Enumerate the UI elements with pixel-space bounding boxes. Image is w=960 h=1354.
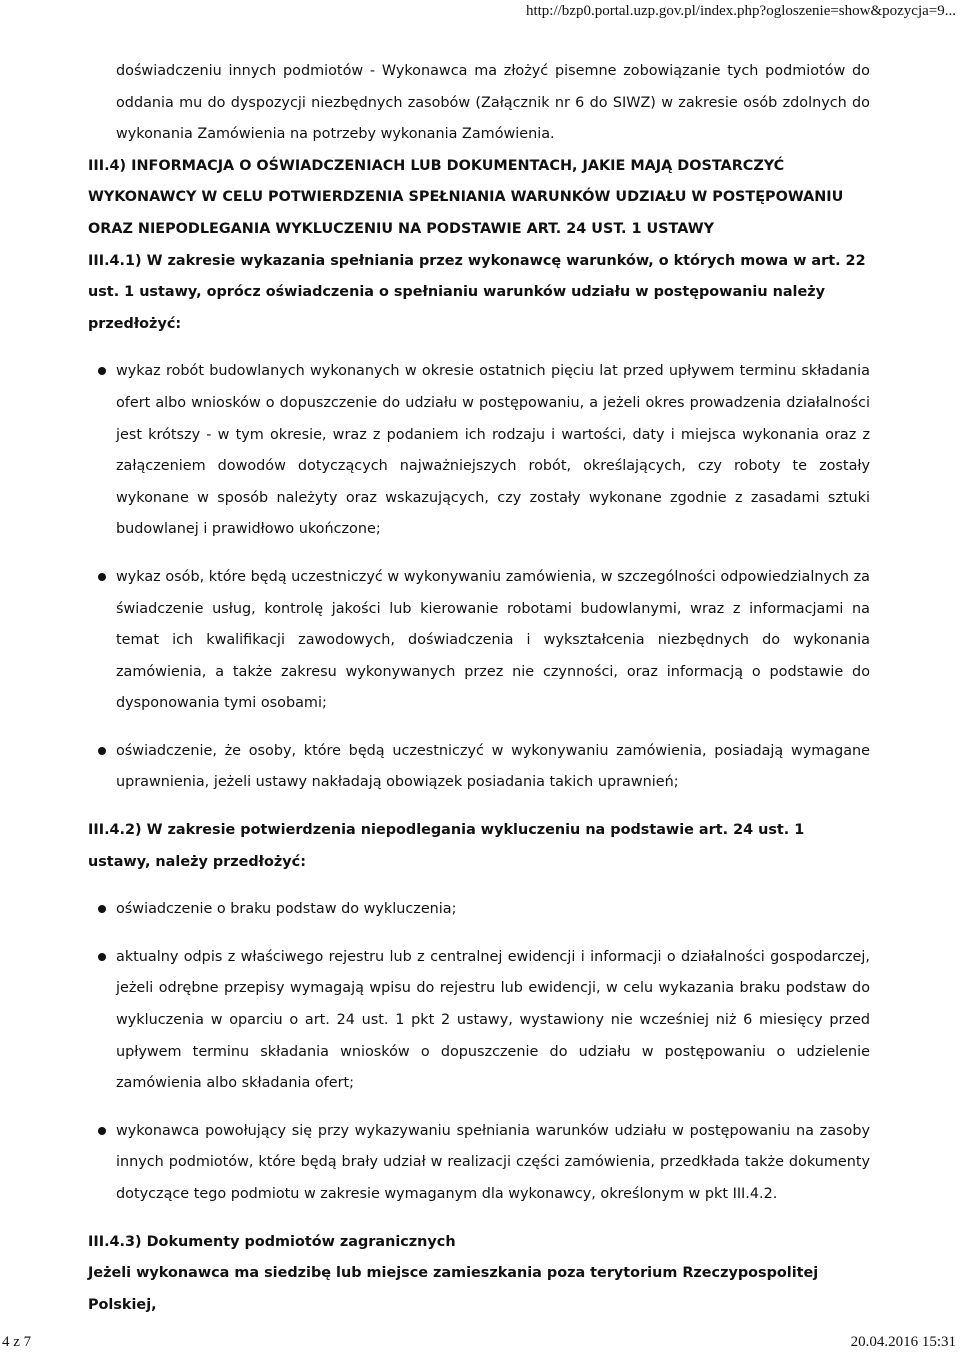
section-heading-3-4-3: III.4.3) Dokumenty podmiotów zagranicznych: [88, 1233, 456, 1250]
bullet-icon: [98, 367, 106, 375]
bullet-list-3-4-1: [88, 356, 870, 799]
list-item: [88, 1116, 870, 1211]
section-heading-3-4: III.4) INFORMACJA O OŚWIADCZENIACH LUB DOKUMENTACH, JAKIE MAJĄ DOSTARCZYĆ WYKONAWCY W CELU POTWIERDZENIA SPEŁNIANIA WARUNKÓW UDZIAŁU W POSTĘPOWANIU ORAZ NIEPODLEGANIA WYKLUCZENIU NA PODSTAWIE ART. 24 UST. 1 USTAWY: [88, 157, 844, 237]
bullet-icon: [98, 747, 106, 755]
page-url-header: http://bzp0.portal.uzp.gov.pl/index.php?ogloszenie=show&pozycja=9...: [525, 3, 956, 19]
list-item: [88, 356, 870, 546]
page-number: 4 z 7: [2, 1334, 32, 1350]
list-item-text: wykaz osób, które będą uczestniczyć w wykonywaniu zamówienia, w szczególności odpowiedzialnych za świadczenie usług, kontrolę jakości lub kierowanie robotami budowlanymi, wraz z informacjami na temat ich kwalifikacji zawodowych, doświadczenia i wykształcenia niezbędnych do wykonania zamówienia, a także zakresu wykonywanych przez nie czynności, oraz informacją o podstawie do dysponowania tymi osobami;: [116, 568, 870, 712]
bullet-list-3-4-2: [88, 894, 870, 1210]
list-item-text: oświadczenie o braku podstaw do wykluczenia;: [116, 901, 457, 918]
list-item-text: oświadczenie, że osoby, które będą uczestniczyć w wykonywaniu zamówienia, posiadają wymagane uprawnienia, jeżeli ustawy nakładają obowiązek posiadania takich uprawnień;: [116, 742, 870, 791]
list-item-text: wykonawca powołujący się przy wykazywaniu spełniania warunków udziału w postępowaniu na zasoby innych podmiotów, które będą brały udział w realizacji części zamówienia, przedkłada także dokumenty dotyczące tego podmiotu w zakresie wymaganym dla wykonawcy, określonym w pkt III.4.2.: [116, 1122, 870, 1202]
bullet-icon: [98, 1127, 106, 1135]
list-item-text: aktualny odpis z właściwego rejestru lub z centralnej ewidencji i informacji o działalności gospodarczej, jeżeli odrębne przepisy wymagają wpisu do rejestru lub ewidencji, w celu wykazania braku podstaw do wykluczenia w oparciu o art. 24 ust. 1 pkt 2 ustawy, wystawiony nie wcześniej niż 6 miesięcy przed upływem terminu składania wniosków o dopuszczenie do udziału w postępowaniu o udzielenie zamówienia albo składania ofert;: [116, 948, 870, 1092]
list-item: [88, 562, 870, 720]
print-datetime: 20.04.2016 15:31: [850, 1334, 956, 1350]
list-item: [88, 736, 870, 799]
intro-paragraph: doświadczeniu innych podmiotów - Wykonawca ma złożyć pisemne zobowiązanie tych podmiotów do oddania mu do dyspozycji niezbędnych zasobów (Załącznik nr 6 do SIWZ) w zakresie osób zdolnych do wykonania Zamówienia na potrzeby wykonania Zamówienia.: [116, 63, 870, 143]
document-content: [88, 56, 870, 1321]
bullet-icon: [98, 905, 106, 913]
section-heading-3-4-1: III.4.1) W zakresie wykazania spełniania przez wykonawcę warunków, o których mowa w art. 22 ust. 1 ustawy, oprócz oświadczenia o spełnianiu warunków udziału w postępowaniu należy przedłożyć:: [88, 252, 866, 332]
list-item: [88, 894, 870, 926]
bullet-icon: [98, 573, 106, 581]
bullet-icon: [98, 953, 106, 961]
list-item: [88, 942, 870, 1100]
section-heading-3-4-2: III.4.2) W zakresie potwierdzenia niepodlegania wykluczeniu na podstawie art. 24 ust. 1 ustawy, należy przedłożyć:: [88, 822, 805, 870]
list-item-text: wykaz robót budowlanych wykonanych w okresie ostatnich pięciu lat przed upływem terminu składania ofert albo wniosków o dopuszczenie do udziału w postępowaniu, a jeżeli okres prowadzenia działalności jest krótszy - w tym okresie, wraz z podaniem ich rodzaju i wartości, daty i miejsca wykonania oraz z załączeniem dowodów dotyczących najważniejszych robót, określających, czy roboty te zostały wykonane w sposób należyty oraz wskazujących, czy zostały wykonane zgodnie z zasadami sztuki budowlanej i prawidłowo ukończone;: [116, 363, 870, 538]
section-subheading-3-4-3: Jeżeli wykonawca ma siedzibę lub miejsce zamieszkania poza terytorium Rzeczypospolitej Polskiej,: [88, 1265, 819, 1313]
